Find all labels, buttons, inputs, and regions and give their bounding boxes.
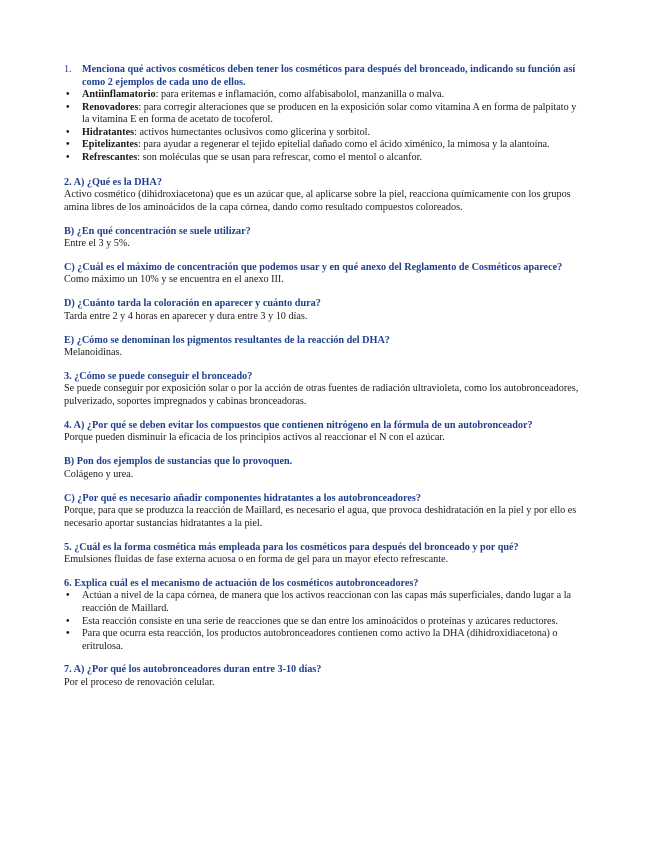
answer-text: Porque pueden disminuir la eficacia de los principios activos al reaccionar el N con el azúcar. [64, 432, 445, 444]
answer-text: Colágeno y urea. [64, 468, 134, 480]
bullet-icon: • [66, 126, 70, 138]
qa-block [64, 493, 582, 531]
qa-block [64, 578, 582, 653]
item-term: Antiinflamatorio [82, 89, 156, 100]
question-heading: 4. A) ¿Por qué se deben evitar los compuestos que contienen nitrógeno en la fórmula de un autobronceador? [64, 419, 533, 431]
answer-text: Melanoidinas. [64, 347, 123, 359]
item-desc: : para corregir alteraciones que se producen en la exposición solar como vitamina A en forma de palpitato y la vitamina E en forma de acetato de tocoferol. [82, 101, 577, 126]
question-text: Menciona qué activos cosméticos deben tener los cosméticos para después del bronceado, indicando su función así como 2 ejemplos de cada uno de ellos. [82, 64, 576, 88]
list-item [64, 127, 582, 140]
item-desc: : para ayudar a regenerar el tejido epitelial dañado como el ácido ximénico, la mimosa y la alantoína. [138, 139, 550, 151]
question-heading: D) ¿Cuánto tarda la coloración en aparecer y cuánto dura? [64, 298, 321, 310]
qa-block [64, 456, 582, 481]
item-term: Renovadores [82, 101, 139, 113]
bullet-icon: • [66, 628, 70, 640]
item-desc: : para eritemas e inflamación, como alfabisabolol, manzanilla o malva. [155, 89, 445, 100]
answer-text: Entre el 3 y 5%. [64, 238, 130, 250]
item-desc: : activos humectantes oclusivos como glicerina y sorbitol. [134, 126, 371, 138]
list-item [64, 616, 582, 629]
question-1 [64, 64, 582, 89]
answer-text: Se puede conseguir por exposición solar o por la acción de otras fuentes de radiación ultravioleta, como los autobronceadores, pulverizado, soportes impregnados y cabinas bronceadoras. [64, 383, 579, 408]
answer-text: Porque, para que se produzca la reacción de Maillard, es necesario el agua, que provoca deshidratación en la piel y por ello es necesario aportar sustancias hidratantes a la piel. [64, 505, 577, 529]
item-desc: Esta reacción consiste en una serie de reacciones que se dan entre los aminoácidos o proteínas y azúcares reductores. [82, 615, 559, 627]
qa-block [64, 371, 582, 409]
question-heading: 6. Explica cuál es el mecanismo de actuación de los cosméticos autobronceadores? [64, 577, 419, 589]
active-ingredients-list [64, 89, 582, 165]
bullet-icon: • [66, 590, 70, 602]
list-item [64, 89, 582, 102]
list-item [64, 102, 582, 127]
qa-block [64, 298, 582, 323]
question-heading: B) Pon dos ejemplos de sustancias que lo provoquen. [64, 456, 293, 468]
question-number: 1. [64, 64, 72, 75]
question-heading: 7. A) ¿Por qué los autobronceadores duran entre 3-10 días? [64, 664, 322, 676]
list-item [64, 152, 582, 165]
qa-block [64, 664, 582, 689]
list-item [64, 139, 582, 152]
list-item [64, 628, 582, 653]
bullet-icon: • [66, 151, 70, 163]
item-term: Hidratantes [82, 126, 135, 138]
answer-text: Activo cosmético (dihidroxiacetona) que es un azúcar que, al aplicarse sobre la piel, reacciona químicamente con los grupos amina libres de los aminoácidos de la capa córnea, dando como resultado compuestos coloreados. [64, 189, 571, 213]
question-heading: 3. ¿Cómo se puede conseguir el bronceado? [64, 370, 253, 382]
item-term: Epitelizantes [82, 139, 139, 151]
question-heading: E) ¿Cómo se denominan los pigmentos resultantes de la reacción del DHA? [64, 334, 390, 346]
question-heading: B) ¿En qué concentración se suele utilizar? [64, 225, 251, 237]
answer-text: Emulsiones fluidas de fase externa acuosa o en forma de gel para un mayor efecto refrescante. [64, 554, 449, 566]
answer-text: Por el proceso de renovación celular. [64, 676, 215, 688]
item-term: Refrescantes [82, 151, 138, 163]
qa-block [64, 542, 582, 567]
question-heading: C) ¿Por qué es necesario añadir componentes hidratantes a los autobronceadores? [64, 492, 421, 504]
qa-block [64, 335, 582, 360]
qa-block [64, 226, 582, 251]
list-item [64, 590, 582, 615]
bullet-icon: • [66, 101, 70, 113]
bullet-icon: • [66, 139, 70, 151]
item-desc: : son moléculas que se usan para refrescar, como el mentol o alcanfor. [137, 151, 422, 163]
question-heading: 5. ¿Cuál es la forma cosmética más empleada para los cosméticos para después del bronceado y por qué? [64, 541, 519, 553]
bullet-icon: • [66, 615, 70, 627]
qa-block [64, 177, 582, 215]
qa-block [64, 420, 582, 445]
question-heading: 2. A) ¿Qué es la DHA? [64, 176, 162, 188]
question-heading: C) ¿Cuál es el máximo de concentración que podemos usar y en qué anexo del Reglamento de Cosméticos aparece? [64, 261, 563, 273]
item-desc: Para que ocurra esta reacción, los productos autobronceadores contienen como activo la DHA (dihidroxidiacetona) o eritrulosa. [82, 628, 558, 652]
bullet-icon: • [66, 89, 70, 100]
answer-text: Tarda entre 2 y 4 horas en aparecer y dura entre 3 y 10 días. [64, 310, 308, 322]
answer-text: Como máximo un 10% y se encuentra en el anexo III. [64, 274, 284, 286]
qa-block [64, 262, 582, 287]
item-desc: Actúan a nivel de la capa córnea, de manera que los activos reaccionan con las capas más superficiales, dando lugar a la reacción de Maillard. [82, 590, 572, 615]
